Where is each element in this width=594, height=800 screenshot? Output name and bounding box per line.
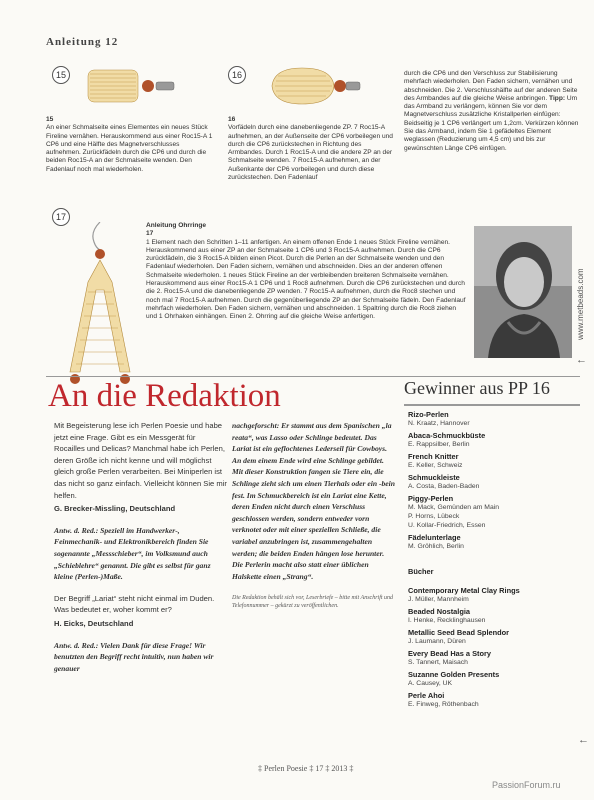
page-footer: ‡ Perlen Poesie ‡ 17 ‡ 2013 ‡ <box>258 764 354 773</box>
editor-answer: Antw. d. Red.: Speziell im Handwerker-, Feinmechanik- und Elektronikbereich finden Sie sogenannte „Messschieber“, im Volksmund auch „Schieblehre“ genannt. Die gibt es selbst für ganz kleine (Perlen-)Maße. <box>54 525 211 582</box>
winner-name: S. Tannert, Maisach <box>408 659 468 666</box>
winner-name: E. Keller, Schweiz <box>408 462 463 469</box>
footer-year: 2013 <box>331 764 348 773</box>
editor-answer-continued: nachgeforscht: Er stammt aus dem Spanischen „la reata“, was Lasso oder Schlinge bedeutet. Das Lariat ist ein geflochtenes Lederseil für Cowboys. An dem einem Ende wird eine Schlinge gebildet. Mit dieser Konstruktion fangen sie Tiere ein, die Schlinge zieht sich um einen Tierhals oder ein -bein fest. Im Schmuckbereich ist ein Lariat eine Kette, deren Enden nicht durch einen Verschluss geschlossen werden, sondern entweder vorn verknotet oder mit einer speziellen Schließe, die variabel anzubringen ist, zusammengehalten werden; die beiden Enden hängen lose herunter. Die Perlerin macht also statt einer üblichen Halskette einen „Strang“. <box>232 421 395 581</box>
step-title: 15 <box>46 116 54 123</box>
prize-name: Beaded Nostalgia <box>408 607 471 616</box>
bracelet-clasp-illustration-15 <box>80 64 180 108</box>
prize-name: Perle Ahoi <box>408 691 445 700</box>
winner-name: J. Müller, Mannheim <box>408 596 469 603</box>
prize-name: Fädelunterlage <box>408 533 461 542</box>
arrow-left-icon: ← <box>578 734 589 746</box>
section-header: Anleitung 12 <box>46 36 119 48</box>
reader-question: Mit Begeisterung lese ich Perlen Poesie und habe jetzt eine Frage. Gibt es ein Messgerät für Rocailles und Delicas? Manchmal habe ich Perlen, deren Größe ich nicht kenne und will möglichst gleich große Perlen verarbeiten. Bei Miniperlen ist das nicht so ganz einfach. Vielleicht können Sie mir helfen. <box>54 421 227 500</box>
winner-group <box>408 607 580 625</box>
bracelet-clasp-illustration-16 <box>262 64 362 108</box>
prize-name: Metallic Seed Bead Splendor <box>408 628 510 637</box>
prize-name: French Knitter <box>408 452 459 461</box>
winner-name: I. Henke, Recklinghausen <box>408 617 486 624</box>
prize-name: Piggy-Perlen <box>408 494 454 503</box>
footer-page: 17 <box>315 764 324 773</box>
winner-name: E. Rappsilber, Berlin <box>408 441 470 448</box>
winner-group <box>408 670 580 688</box>
reader-question: Der Begriff „Lariat“ steht nicht einmal im Duden. Was bedeutet er, woher kommt er? <box>54 593 215 615</box>
winner-group <box>408 691 580 709</box>
divider <box>46 376 580 377</box>
arrow-left-icon: ← <box>576 354 587 366</box>
books-heading: Bücher <box>408 567 434 576</box>
author-portrait <box>474 226 572 358</box>
reader-name: G. Brecker-Missling, Deutschland <box>54 504 176 514</box>
winner-group <box>408 649 580 667</box>
winner-name: M. Gröhlich, Berlin <box>408 543 464 550</box>
earring-illustration <box>60 222 140 392</box>
side-url: www.metbeads.com <box>576 268 585 340</box>
winner-name: M. Mack, Gemünden am Main <box>408 504 500 511</box>
winner-group <box>408 628 580 646</box>
prize-name: Suzanne Golden Presents <box>408 670 500 679</box>
watermark: PassionForum.ru <box>492 780 561 790</box>
editor-answer: Antw. d. Red.: Vielen Dank für diese Frage! Wir benutzten den Begriff recht intuitiv, nun haben wir genauer <box>54 640 214 673</box>
step-text: 1 Element nach den Schritten 1–11 anfertigen. An einem offenen Ende 1 neues Stück Fireline vernähen. Herauskommend aus einer ZP an der Schmalseite 1 CP6 und 3 Roc15-A aufnehmen. Durch die CP6 zurückfädeln, die 3 Roc15-A bilden einen Picot. Durch die Perlen an der Schmalseite wenden und den Fadenlauf wiederholen. Den Faden sichern, vernähen und abschneiden. Dies an der anderen offenen Schmalseite wiederholen. 1 neues Stück Fireline an der verbleibenden breiteren Schmalseite vernähen. Herauskommend aus einer Roc15-A 1 CP6 und 1 Roc8 aufnehmen. Durch die CP6 zurückstechen und durch die 2. Roc15-A und die danebenliegende ZP wenden. 7 Roc15-A aufnehmen, durch die Roc8 stechen und noch mal 7 Roc15-A aufnehmen. Durch die gegenüberliegende ZP an der Schmalseite fädeln. Den Fadenlauf mehrfach wiederholen. Den Faden sichern, vernähen und abschneiden. 1 Spaltring durch die Roc8 ziehen und 1 Ohrhaken einhängen. Einen 2. Ohrring auf die gleiche Weise anfertigen. <box>146 238 466 321</box>
step-text: Vorfädeln durch eine danebenliegende ZP. 7 Roc15-A aufnehmen, an der Außenseite der CP6 vorbeilegen und durch die CP6 zurückstechen in Richtung des Armbandes. Durch 1 Roc15-A und die andere ZP an der Schmalseite wenden. 7 Roc15-A aufnehmen, an der Außenkante der CP6 vorbeilegen und durch diese zurückstechen. Den Fadenlauf <box>228 124 393 182</box>
step-text: An einer Schmalseite eines Elementes ein neues Stück Fireline vernähen. Herauskommend aus einer Roc15-A 1 CP6 und eine Hälfte des Magnetverschlusses aufnehmen. Zurückfädeln durch die CP6 und durch die beiden Roc15-A an der Schmalseite wenden. Den Fadenlauf noch mal wiederholen. <box>46 124 213 173</box>
winner-name: J. Laumann, Düren <box>408 638 466 645</box>
winner-name: A. Causey, UK <box>408 680 453 687</box>
step-number-badge: 16 <box>228 66 246 84</box>
winner-group <box>408 452 580 470</box>
winner-group <box>408 533 580 551</box>
winner-group <box>408 586 580 604</box>
prize-name: Abaca-Schmuckbüste <box>408 431 486 440</box>
winner-group <box>408 410 580 428</box>
prize-name: Contemporary Metal Clay Rings <box>408 586 520 595</box>
tip-text: Um das Armband zu verlängern, können Sie vor dem Magnetverschluss zusätzliche Kristallperlen einfügen: Beidseitig je 1 CP6 verlängert um 1,2cm. Verkürzen können Sie das Armband, indem Sie 1 gefädeltes Element weglassen (Reduzierung um 4,5 cm) und bis zur gewünschten Länge CP6 einfügen. <box>404 94 579 152</box>
footer-magazine: Perlen Poesie <box>264 764 308 773</box>
prize-name: Schmuckleiste <box>408 473 460 482</box>
winner-name: U. Kollar-Friedrich, Essen <box>408 522 486 529</box>
prize-name: Every Bead Has a Story <box>408 649 491 658</box>
step-number-badge: 17 <box>52 208 70 226</box>
prize-name: Rizo-Perlen <box>408 410 449 419</box>
winner-group <box>408 431 580 449</box>
editorial-note: Die Redaktion behält sich vor, Leserbriefe – bitte mit Anschrift und Telefonnummer – gekürzt zu veröffentlichen. <box>232 595 394 610</box>
winner-name: E. Finweg, Röthenbach <box>408 701 479 708</box>
step-number-badge: 15 <box>52 66 70 84</box>
winner-group <box>408 473 580 491</box>
step-heading: Anleitung Ohrringe <box>146 222 207 229</box>
winner-name: A. Costa, Baden-Baden <box>408 483 480 490</box>
winners-title: Gewinner aus PP 16 <box>404 378 550 398</box>
winners-list <box>408 410 580 712</box>
tip-label: Tipp: <box>549 94 566 102</box>
winner-group <box>408 494 580 530</box>
reader-name: H. Eicks, Deutschland <box>54 618 134 628</box>
winner-name: P. Horns, Lübeck <box>408 513 460 520</box>
divider <box>404 404 580 406</box>
step-title: 16 <box>228 116 236 123</box>
step-subtitle: 17 <box>146 230 154 238</box>
redaktion-title: An die Redaktion <box>48 378 281 414</box>
step-text-continued: durch die CP6 und den Verschluss zur Stabilisierung mehrfach wiederholen. Den Faden sichern, vernähen und abschneiden. Die 2. Verschlusshälfte auf der anderen Seite des Armbandes auf die gleiche Weise anbringen. <box>404 70 578 102</box>
winner-name: N. Kraatz, Hannover <box>408 420 470 427</box>
